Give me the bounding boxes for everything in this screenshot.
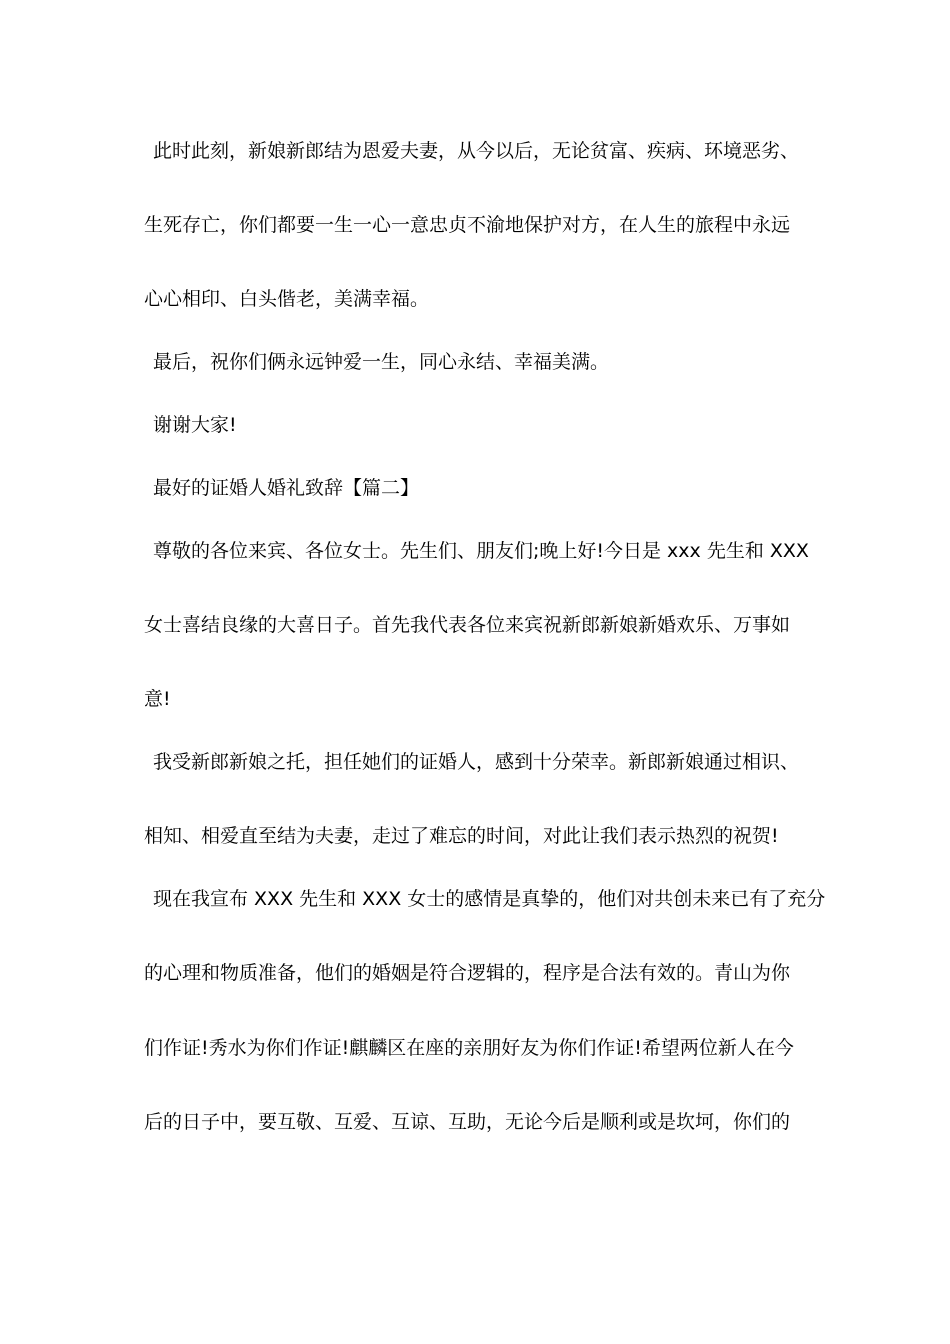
text-line: 意!: [144, 688, 171, 710]
paragraph-7-line-3: [0, 1036, 950, 1060]
text-line: 谢谢大家!: [153, 414, 237, 436]
paragraph-1-line-3: [0, 287, 950, 311]
text-line: 女士喜结良缘的大喜日子。首先我代表各位来宾祝新郎新娘新婚欢乐、万事如: [144, 614, 791, 636]
text-line: 们作证!秀水为你们作证!麒麟区在座的亲朋好友为你们作证!希望两位新人在今: [144, 1037, 794, 1059]
text-line: 后的日子中，要互敬、互爱、互谅、互助，无论今后是顺利或是坎坷，你们的: [144, 1111, 791, 1133]
text-line: 最后，祝你们俩永远钟爱一生，同心永结、幸福美满。: [153, 351, 610, 373]
text-line: 此时此刻，新娘新郎结为恩爱夫妻，从今以后，无论贫富、疾病、环境恶劣、: [153, 140, 800, 162]
paragraph-3-line-1: [0, 413, 950, 437]
paragraph-5-line-1: [0, 539, 950, 563]
paragraph-1-line-1: [0, 139, 950, 163]
paragraph-7-line-1: [0, 887, 950, 911]
text-line: 现在我宣布 XXX 先生和 XXX 女士的感情是真挚的，他们对共创未来已有了充分: [153, 888, 826, 910]
text-line: 生死存亡，你们都要一生一心一意忠贞不渝地保护对方，在人生的旅程中永远: [144, 214, 791, 236]
text-line: 尊敬的各位来宾、各位女士。先生们、朋友们;晚上好!今日是 xxx 先生和 XXX: [153, 540, 809, 562]
text-line: 相知、相爱直至结为夫妻，走过了难忘的时间，对此让我们表示热烈的祝贺!: [144, 825, 779, 847]
paragraph-2-line-1: [0, 350, 950, 374]
paragraph-6-line-1: [0, 750, 950, 774]
section-heading: [0, 476, 950, 500]
paragraph-7-line-4: [0, 1110, 950, 1134]
paragraph-5-line-2: [0, 613, 950, 637]
paragraph-1-line-2: [0, 213, 950, 237]
paragraph-6-line-2: [0, 824, 950, 848]
text-line: 我受新郎新娘之托，担任她们的证婚人，感到十分荣幸。新郎新娘通过相识、: [153, 751, 800, 773]
text-line: 心心相印、白头偕老，美满幸福。: [144, 288, 430, 310]
text-line: 的心理和物质准备，他们的婚姻是符合逻辑的，程序是合法有效的。青山为你: [144, 962, 791, 984]
paragraph-7-line-2: [0, 961, 950, 985]
paragraph-5-line-3: [0, 687, 950, 711]
heading-text: 最好的证婚人婚礼致辞【篇二】: [153, 477, 420, 499]
